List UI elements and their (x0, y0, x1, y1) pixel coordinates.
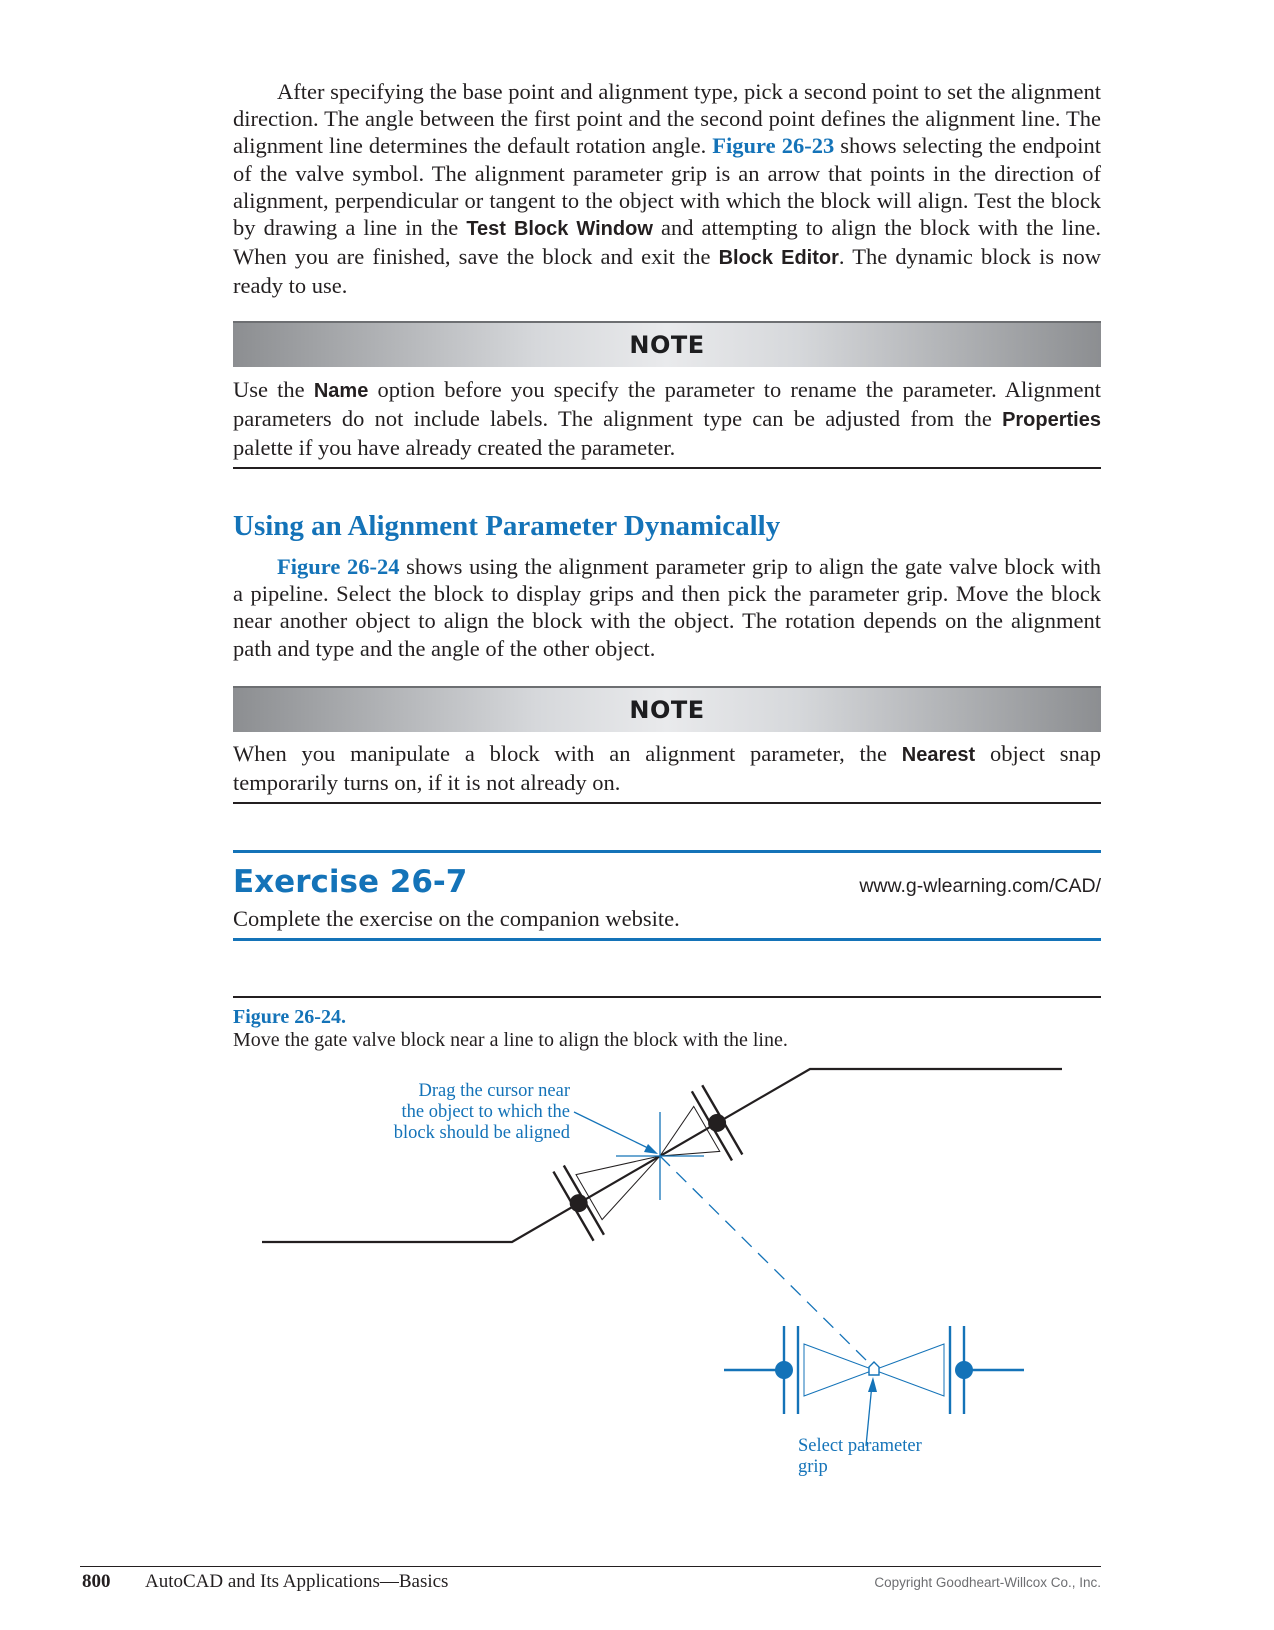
exercise-url-link[interactable]: www.g-wlearning.com/CAD/ (859, 875, 1101, 897)
callout-line: Drag the cursor near (418, 1081, 570, 1101)
text-run: object snap temporarily turns on, if it is not already on. (233, 741, 1102, 796)
text-run: . The dynamic block is now ready to use. (233, 244, 1101, 299)
callout-line: block should be aligned (393, 1123, 570, 1143)
command-name: Nearest (901, 744, 976, 766)
grip-dot (775, 1361, 793, 1379)
drag-path-dashed (660, 1156, 874, 1368)
text-run: Use the (233, 377, 314, 402)
callout-line: the object to which the (401, 1102, 570, 1122)
exercise-title: Exercise 26-7 (233, 864, 468, 900)
text-run: option before you specify the parameter to rename the parameter. Alignment parameters do not include labels. The alignment type can be adjusted from the (233, 377, 1101, 432)
figure-number: Figure 26-24. (233, 1006, 346, 1028)
command-name: Properties (1002, 409, 1101, 432)
text-run: shows selecting the endpoint of the valve symbol. The alignment parameter grip is an arrow that points in the direction of alignment, perpendicular or tangent to the object with which the block will align. Test the block by drawing a line in the (233, 133, 1101, 241)
text-run: After specifying the base point and alignment type, pick a second point to set the alignment direction. The angle between the first point and the second point defines the alignment line. The alignment line determines the default rotation angle. (233, 79, 1101, 159)
text-run: shows using the alignment parameter grip to align the gate valve block with a pipeline. Select the block to display grips and then pick the parameter grip. Move the block near another object to align the block with the object. The rotation depends on the alignment path and type and the angle of the other object. (233, 554, 1102, 661)
grip-dot (955, 1361, 973, 1379)
command-name: Test Block Window (466, 218, 653, 241)
command-name: Name (313, 380, 369, 402)
section-heading: Using an Alignment Parameter Dynamically (233, 510, 781, 542)
text-run: and attempting to align the block with the line. When you are finished, save the block and exit the (233, 215, 1101, 270)
arrowhead-icon (644, 1144, 658, 1154)
page-number: 800 (82, 1571, 111, 1592)
text-run: When you manipulate a block with an alignment parameter, the (233, 741, 902, 766)
arrowhead-icon (868, 1377, 877, 1392)
text-run: palette if you have already created the parameter. (233, 435, 676, 461)
callout-line: grip (798, 1457, 828, 1477)
figure-caption: Move the gate valve block near a line to align the block with the line. (233, 1029, 788, 1051)
callout-select-grip (798, 1436, 998, 1478)
footer-rule (80, 1566, 1101, 1567)
book-title: AutoCAD and Its Applications—Basics (145, 1571, 449, 1592)
figure-reference-link[interactable]: Figure 26-23 (712, 133, 835, 159)
callout-drag-cursor (330, 1081, 570, 1144)
parameter-grip-icon (869, 1362, 879, 1375)
note-label: NOTE (629, 696, 705, 724)
callout-line: Select parameter (798, 1436, 922, 1456)
figure-reference-link[interactable]: Figure 26-24 (277, 554, 400, 579)
command-name: Block Editor (718, 247, 839, 270)
exercise-text: Complete the exercise on the companion website. (233, 906, 680, 931)
copyright-notice: Copyright Goodheart-Willcox Co., Inc. (874, 1575, 1101, 1590)
note-label: NOTE (629, 331, 705, 359)
callout-leader (574, 1112, 652, 1150)
